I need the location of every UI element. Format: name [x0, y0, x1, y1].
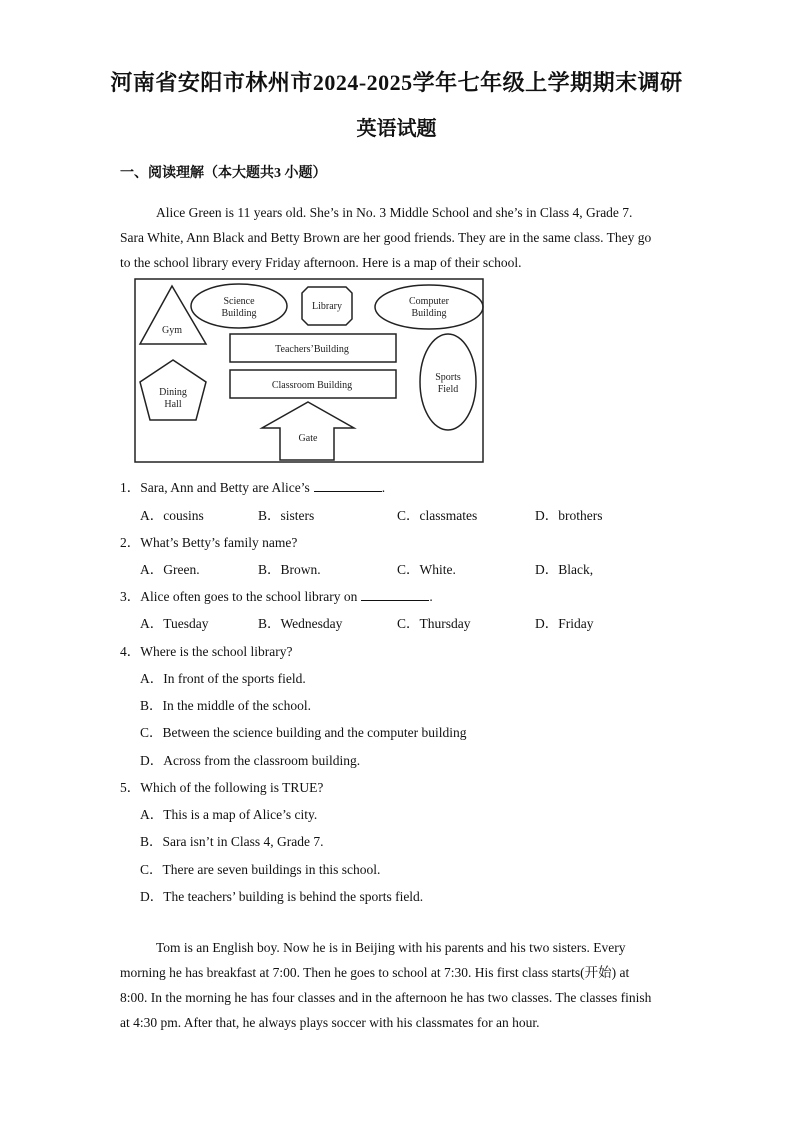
q4-option-b: B．In the middle of the school.: [140, 698, 311, 713]
q5-option-c: C．There are seven buildings in this school.: [140, 862, 381, 877]
teachers-label: Teachers’Building: [275, 344, 349, 355]
q3-option-a: A．Tuesday: [140, 616, 209, 631]
passage-1-line: to the school library every Friday afternoon. Here is a map of their school.: [120, 255, 522, 270]
section-heading: 一、阅读理解（本大题共3 小题）: [120, 166, 327, 181]
passage-2-line: at 4:30 pm. After that, he always plays soccer with his classmates for an hour.: [120, 1015, 540, 1030]
q1-option-a: A．cousins: [140, 508, 204, 523]
page-subtitle: 英语试题: [356, 118, 437, 140]
question-2: 2．What’s Betty’s family name?: [120, 535, 298, 550]
q3-option-b: B．Wednesday: [258, 616, 343, 631]
q4-option-c: C．Between the science building and the computer building: [140, 725, 467, 740]
science-label-1: Science: [223, 296, 255, 307]
q3-option-d: D．Friday: [535, 616, 594, 631]
answer-blank: [314, 479, 382, 492]
computer-building-shape: [375, 285, 483, 329]
q3-option-c: C．Thursday: [397, 616, 471, 631]
library-label: Library: [312, 301, 342, 312]
q5-option-a: A．This is a map of Alice’s city.: [140, 807, 318, 822]
passage-2-line: morning he has breakfast at 7:00. Then he goes to school at 7:30. His first class starts(开始) at: [120, 965, 630, 980]
q5-option-d: D．The teachers’ building is behind the sports field.: [140, 889, 424, 904]
gate-arrow-shape: [262, 402, 354, 460]
dining-label-2: Hall: [164, 399, 182, 410]
classroom-label: Classroom Building: [271, 380, 353, 391]
passage-2-line: 8:00. In the morning he has four classes and in the afternoon he has two classes. The classes finish: [120, 990, 652, 1005]
q1-option-d: D．brothers: [535, 508, 603, 523]
science-label-2: Building: [221, 308, 257, 319]
question-4: 4．Where is the school library?: [120, 644, 293, 659]
sports-label-2: Field: [437, 384, 459, 395]
q2-option-c: C．White.: [397, 562, 456, 577]
dining-label-1: Dining: [159, 387, 187, 398]
passage-2-line: Tom is an English boy. Now he is in Beijing with his parents and his two sisters. Every: [156, 940, 626, 955]
passage-1: [120, 200, 675, 275]
passage-2: [120, 935, 675, 1035]
answer-blank: [361, 588, 429, 601]
q1-option-b: B．sisters: [258, 508, 315, 523]
computer-label-1: Computer: [409, 296, 449, 307]
computer-label-2: Building: [411, 308, 447, 319]
q4-option-d: D．Across from the classroom building.: [140, 753, 361, 768]
q5-option-b: B．Sara isn’t in Class 4, Grade 7.: [140, 834, 324, 849]
gym-label: Gym: [162, 325, 182, 336]
gate-label: Gate: [298, 433, 318, 444]
question-5: 5．Which of the following is TRUE?: [120, 780, 324, 795]
question-3: 3．Alice often goes to the school library on .: [120, 589, 433, 604]
q2-option-a: A．Green.: [140, 562, 200, 577]
passage-1-line: Sara White, Ann Black and Betty Brown are her good friends. They are in the same class. They go: [120, 230, 652, 245]
q4-option-a: A．In front of the sports field.: [140, 671, 306, 686]
question-1: 1．Sara, Ann and Betty are Alice’s .: [120, 480, 386, 495]
sports-label-1: Sports: [435, 372, 461, 383]
q2-option-b: B．Brown.: [258, 562, 321, 577]
q1-option-c: C．classmates: [397, 508, 478, 523]
passage-1-line: Alice Green is 11 years old. She’s in No. 3 Middle School and she’s in Class 4, Grade 7.: [156, 205, 633, 220]
q2-option-d: D．Black,: [535, 562, 594, 577]
page-title: 河南省安阳市林州市2024-2025学年七年级上学期期末调研: [110, 70, 683, 95]
school-map: [134, 278, 484, 464]
